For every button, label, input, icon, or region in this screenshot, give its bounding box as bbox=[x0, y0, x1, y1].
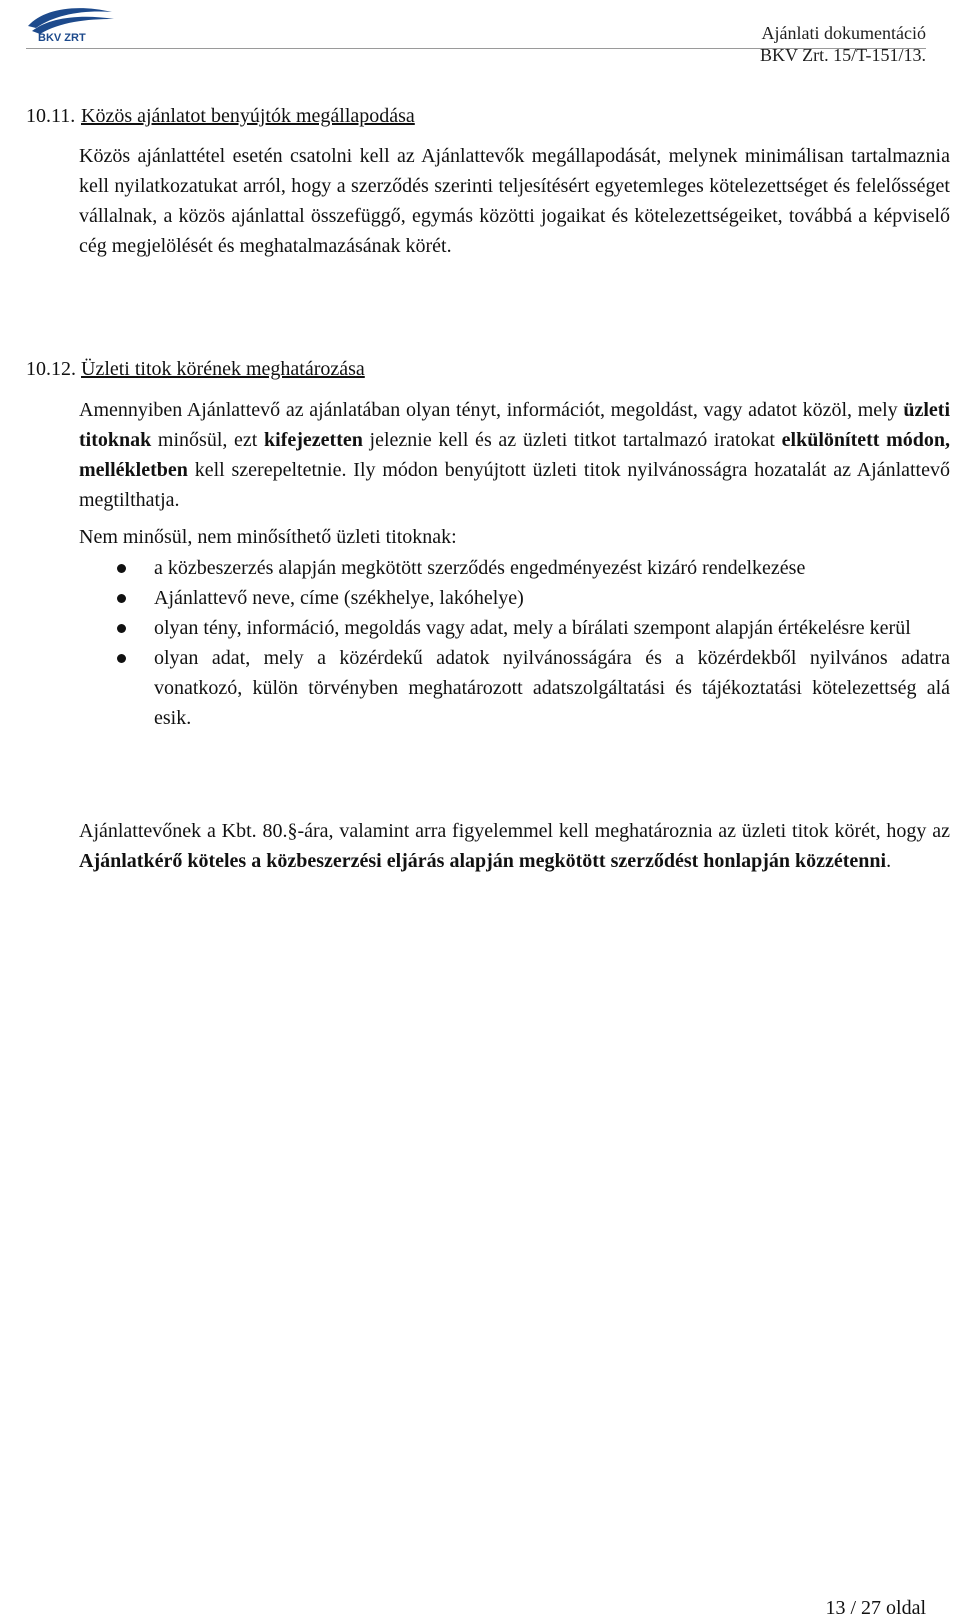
bold-text: elkülönített módon, mellékletben bbox=[79, 429, 951, 481]
page-header bbox=[0, 0, 960, 65]
not-trade-secret-list bbox=[79, 553, 950, 733]
list-intro: Nem minősül, nem minősíthető üzleti titoknak: bbox=[79, 526, 457, 548]
doc-title: Ajánlati dokumentáció bbox=[761, 23, 926, 43]
list-item-text: Ajánlattevő neve, címe (székhelye, lakóhelye) bbox=[154, 587, 524, 609]
bold-text: kifejezetten bbox=[264, 429, 363, 451]
header-divider bbox=[26, 48, 926, 49]
trade-secret-paragraph bbox=[79, 395, 950, 515]
paragraph-text: minősül, ezt bbox=[151, 429, 265, 451]
bkv-logo bbox=[26, 4, 116, 44]
paragraph-text: Amennyiben Ajánlattevő az ajánlatában olyan tényt, információt, megoldást, vagy adatot közöl, mely bbox=[79, 399, 904, 421]
doc-reference: BKV Zrt. 15/T-151/13. bbox=[759, 45, 926, 65]
header-doc-info bbox=[760, 22, 926, 66]
bold-text: üzleti titoknak bbox=[79, 399, 950, 451]
list-item bbox=[79, 583, 950, 613]
bullet-icon bbox=[117, 654, 126, 663]
list-item-text: olyan tény, információ, megoldás vagy adat, mely a bírálati szempont alapján értékelésre kerül bbox=[154, 617, 911, 639]
bold-text: Ajánlatkérő köteles a közbeszerzési eljárás alapján megkötött szerződést honlapján közzétenni bbox=[79, 850, 887, 872]
bullet-icon bbox=[117, 624, 126, 633]
list-item-text: a közbeszerzés alapján megkötött szerződés engedményezést kizáró rendelkezése bbox=[154, 557, 806, 579]
list-item-text: olyan adat, mely a közérdekű adatok nyilvánosságára és a közérdekből nyilvános adatra vonatkozó, külön törvényben meghatározott adatszolgáltatási és tájékoztatási kötelezettség alá esik. bbox=[154, 647, 950, 729]
bullet-icon bbox=[117, 564, 126, 573]
section-10-11-heading bbox=[26, 103, 415, 129]
section-number: 10.12. bbox=[26, 358, 76, 380]
section-title: Üzleti titok körének meghatározása bbox=[81, 358, 365, 380]
page-number: 13 / 27 oldal bbox=[825, 1597, 926, 1619]
list-item bbox=[79, 553, 950, 583]
paragraph-text: jeleznie kell és az üzleti titkot tartalmazó iratokat bbox=[362, 429, 782, 451]
paragraph-text: . bbox=[886, 850, 892, 872]
paragraph-text: kell szerepeltetnie. Ily módon benyújtott üzleti titok nyilvánosságra hozatalát az Ajánlattevő megtilthatja. bbox=[79, 459, 950, 511]
section-title: Közös ajánlatot benyújtók megállapodása bbox=[81, 105, 415, 127]
list-item bbox=[79, 643, 950, 733]
closing-paragraph bbox=[79, 816, 950, 876]
list-item bbox=[79, 613, 950, 643]
section-number: 10.11. bbox=[26, 105, 76, 127]
section-10-11-body: Közös ajánlattétel esetén csatolni kell az Ajánlattevők megállapodását, melynek minimálisan tartalmaznia kell nyilatkozatukat arról, hogy a szerződés szerinti teljesítésért egyetemleges kötelezettséget és felelősséget vállalnak, a közös ajánlattal összefüggő, egymás közötti jogaikat és kötelezettségeiket, továbbá a képviselő cég megjelölését és meghatalmazásának körét. bbox=[79, 145, 950, 257]
section-10-12-heading bbox=[26, 356, 365, 382]
bullet-icon bbox=[117, 594, 126, 603]
logo-text: BKV ZRT bbox=[38, 32, 86, 44]
paragraph-text: Ajánlattevőnek a Kbt. 80.§-ára, valamint arra figyelemmel kell meghatároznia az üzleti titok körét, hogy az bbox=[79, 820, 950, 842]
